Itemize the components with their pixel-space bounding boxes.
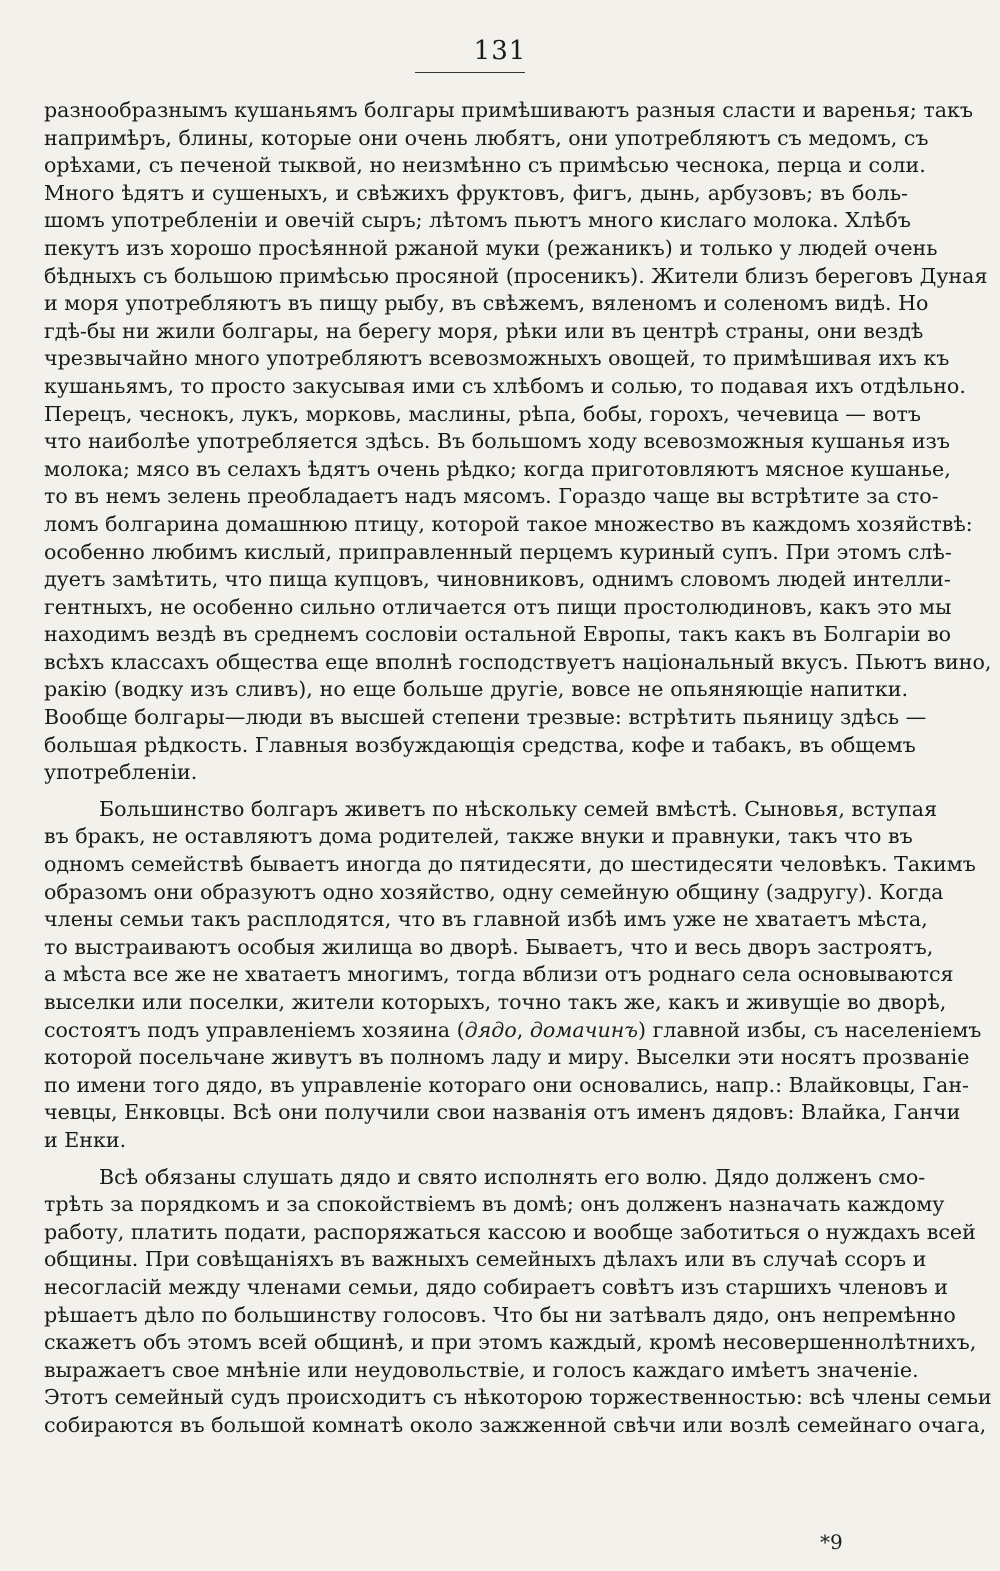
text-line: гентныхъ, не особенно сильно отличается отъ пищи простолюдиновъ, какъ это мы (44, 594, 952, 619)
page-number: 131 (473, 36, 527, 66)
text-line: и моря употребляютъ въ пищу рыбу, въ свѣжемъ, вяленомъ и соленомъ видѣ. Но (44, 291, 929, 316)
text-line: что наиболѣе употребляется здѣсь. Въ большомъ ходу всевозможныя кушанья изъ (44, 429, 950, 454)
paragraph (44, 1164, 992, 1440)
paragraph (44, 97, 992, 787)
text-line: рѣшаетъ дѣло по большинству голосовъ. Что бы ни затѣвалъ дядо, онъ непремѣнно (44, 1302, 956, 1327)
text-line: орѣхами, съ печеной тыквой, но неизмѣнно съ примѣсью чеснока, перца и соли. (44, 153, 926, 178)
text-line: несогласій между членами семьи, дядо собираетъ совѣтъ изъ старшихъ членовъ и (44, 1274, 948, 1299)
text-line: большая рѣдкость. Главныя возбуждающія средства, кофе и табакъ, въ общемъ (44, 732, 916, 757)
paragraph (44, 796, 982, 1155)
text-line: состоятъ подъ управленіемъ хозяина (дядо, домачинъ) главной избы, съ населеніемъ (44, 1017, 982, 1042)
text-line: разнообразнымъ кушаньямъ болгары примѣшиваютъ разныя сласти и варенья; такъ (44, 98, 973, 122)
text-line: Много ѣдятъ и сушеныхъ, и свѣжихъ фруктовъ, фигъ, дынь, арбузовъ; въ боль- (44, 180, 908, 205)
body-text (44, 97, 992, 1440)
text-line: образомъ они образуютъ одно хозяйство, одну семейную общину (задругу). Когда (44, 879, 944, 904)
text-line: бѣдныхъ съ большою примѣсью просяной (просеникъ). Жители близъ береговъ Дуная (44, 263, 988, 288)
text-line: гдѣ-бы ни жили болгары, на берегу моря, рѣки или въ центрѣ страны, они вездѣ (44, 318, 924, 343)
text-line: пекутъ изъ хорошо просѣянной ржаной муки (режаникъ) и только у людей очень (44, 235, 938, 260)
text-line: скажетъ объ этомъ всей общинѣ, и при этомъ каждый, кромѣ несовершеннолѣтнихъ, (44, 1330, 977, 1355)
text-line: напримѣръ, блины, которые они очень любятъ, они употребляютъ съ медомъ, съ (44, 125, 929, 150)
text-line: Вообще болгары—люди въ высшей степени трезвые: встрѣтить пьяницу здѣсь — (44, 705, 927, 730)
text-line: шомъ употребленіи и овечій сыръ; лѣтомъ пьютъ много кислаго молока. Хлѣбъ (44, 208, 911, 233)
text-line: употребленіи. (44, 760, 198, 785)
text-line: Большинство болгаръ живетъ по нѣскольку семей вмѣстѣ. Сыновья, вступая (99, 796, 938, 821)
text-line: находимъ вездѣ въ среднемъ сословіи остальной Европы, такъ какъ въ Болгаріи во (44, 622, 952, 647)
text-line: а мѣста все же не хватаетъ многимъ, тогда вблизи отъ роднаго села основываются (44, 962, 954, 987)
text-line: дуетъ замѣтить, что пища купцовъ, чиновниковъ, однимъ словомъ людей интелли- (44, 567, 951, 592)
page-number-rule (415, 72, 525, 73)
text-line: собираются въ большой комнатѣ около зажженной свѣчи или возлѣ семейнаго очага, (44, 1412, 987, 1437)
text-line: одномъ семействѣ бываетъ иногда до пятидесяти, до шестидесяти человѣкъ. Такимъ (44, 852, 976, 877)
text-line: кушаньямъ, то просто закусывая ими съ хлѣбомъ и солью, то подавая ихъ отдѣльно. (44, 373, 966, 398)
text-line: которой посельчане живутъ въ полномъ ладу и миру. Выселки эти носятъ прозваніе (44, 1045, 970, 1070)
text-line: всѣхъ классахъ общества еще вполнѣ господствуетъ національный вкусъ. Пьютъ вино, (44, 649, 992, 674)
text-line: выселки или поселки, жители которыхъ, точно такъ же, какъ и живущіе во дворѣ, (44, 990, 947, 1014)
text-line: общины. При совѣщаніяхъ въ важныхъ семейныхъ дѣлахъ или въ случаѣ ссоръ и (44, 1247, 927, 1272)
text-line: Всѣ обязаны слушать дядо и свято исполнять его волю. Дядо долженъ смо- (99, 1164, 926, 1189)
text-line: особенно любимъ кислый, приправленный перцемъ куриный супъ. При этомъ слѣ- (44, 539, 952, 564)
text-line: ракію (водку изъ сливъ), но еще больше другіе, вовсе не опьяняющіе напитки. (44, 677, 908, 702)
text-line: выражаетъ свое мнѣніе или неудовольствіе, и голосъ каждаго имѣетъ значеніе. (44, 1357, 919, 1382)
signature-mark: *9 (820, 1530, 843, 1554)
text-line: въ бракъ, не оставляютъ дома родителей, также внуки и правнуки, такъ что въ (44, 824, 913, 849)
text-line: и Енки. (44, 1127, 127, 1152)
text-line: то въ немъ зелень преобладаетъ надъ мясомъ. Гораздо чаще вы встрѣтите за сто- (44, 484, 939, 509)
text-line: работу, платить подати, распоряжаться кассою и вообще заботиться о нуждахъ всей (44, 1219, 976, 1244)
text-line: молока; мясо въ селахъ ѣдятъ очень рѣдко; когда приготовляютъ мясное кушанье, (44, 456, 951, 481)
text-line: Этотъ семейный судъ происходитъ съ нѣкоторою торжественностью: всѣ члены семьи (44, 1385, 992, 1410)
text-line: Перецъ, чеснокъ, лукъ, морковь, маслины, рѣпа, бобы, горохъ, чечевица — вотъ (44, 401, 921, 426)
text-line: трѣть за порядкомъ и за спокойствіемъ въ домѣ; онъ долженъ назначать каждому (44, 1192, 945, 1217)
text-line: чрезвычайно много употребляютъ всевозможныхъ овощей, то примѣшивая ихъ къ (44, 346, 950, 371)
text-line: по имени того дядо, въ управленіе котораго они основались, напр.: Влайковцы, Ган- (44, 1072, 969, 1097)
text-line: чевцы, Енковцы. Всѣ они получили свои названія отъ именъ дядовъ: Влайка, Ганчи (44, 1100, 961, 1125)
text-line: члены семьи такъ расплодятся, что въ главной избѣ имъ уже не хватаетъ мѣста, (44, 907, 928, 932)
text-line: то выстраиваютъ особыя жилища во дворѣ. Бываетъ, что и весь дворъ застроятъ, (44, 934, 934, 959)
text-line: ломъ болгарина домашнюю птицу, которой такое множество въ каждомъ хозяйствѣ: (44, 511, 973, 536)
